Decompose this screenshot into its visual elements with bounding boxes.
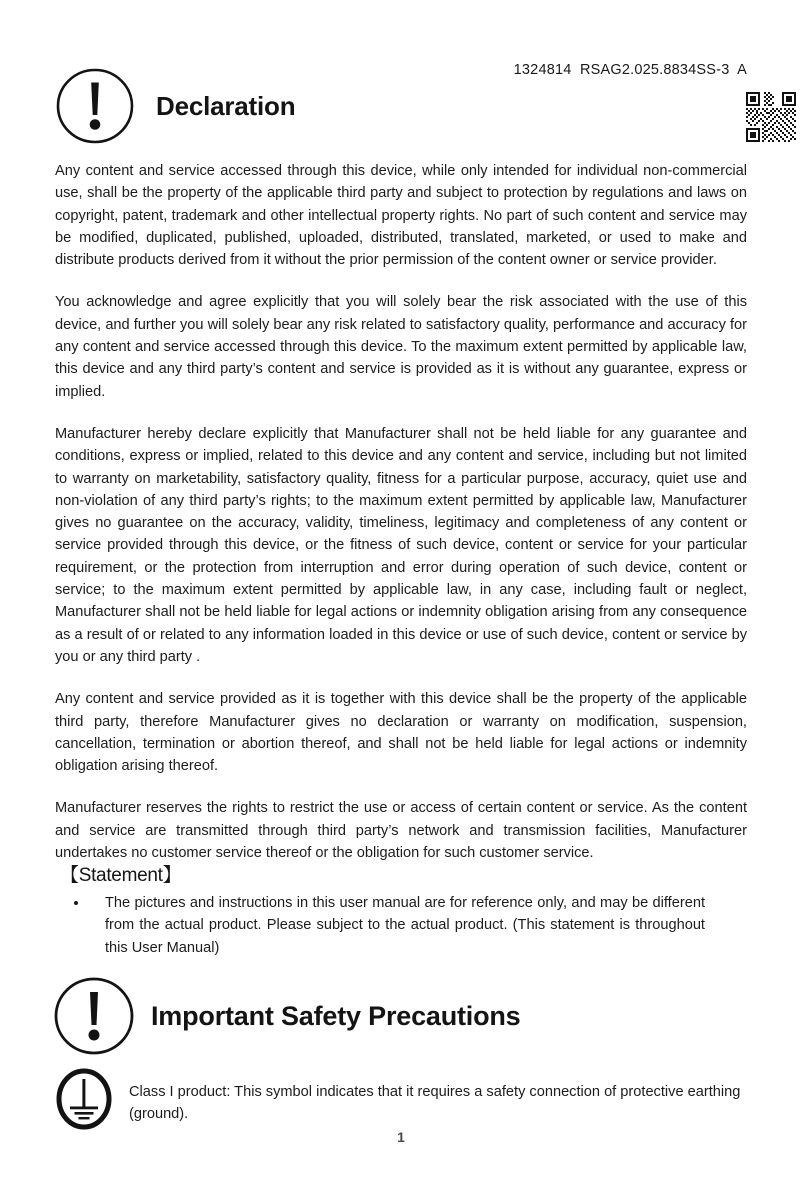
statement-title: 【Statement】 (60, 865, 182, 886)
paragraph: Manufacturer reserves the rights to restrict the use or access of certain content or service. As the content and service are transmitted through third party’s network and transmission facilities, Manufacturer undertakes no customer service thereof or the obligation for such customer service. (55, 800, 747, 862)
page-title: Declaration (156, 90, 296, 121)
qr-code (746, 92, 796, 142)
paragraph: Any content and service accessed through this device, while only intended for individual non-commercial use, shall be the property of the applicable third party and subject to protection by regulations and laws on copyright, patent, trademark and other intellectual property rights. No part of such content and service may be modified, duplicated, published, uploaded, distributed, translated, marketed, or used to make and distribute products derived from it without the prior permission of the content owner or service provider. (55, 163, 747, 269)
statement-block (60, 864, 750, 959)
statement-list (60, 892, 750, 959)
page-number: 1 (397, 1129, 405, 1145)
paragraph: Any content and service provided as it is together with this device shall be the property of the applicable third party, therefore Manufacturer gives no declaration or warranty on modification, suspension, cancellation, termination or abortion thereof, and shall not be held liable for legal actions or indemnity obligation arising thereof. (55, 691, 747, 775)
exclamation-circle-icon (53, 975, 135, 1057)
section-heading-safety (53, 975, 521, 1057)
list-item-label: The pictures and instructions in this user manual are for reference only, and may be different from the actual product. Please subject to the actual product. (This statement is throughout this User Manual) (105, 895, 705, 956)
paragraph: You acknowledge and agree explicitly that you will solely bear the risk associated with the use of this device, and further you will solely bear any risk related to satisfactory quality, performance and accuracy for any content and service accessed through this device. To the maximum extent permitted by applicable law, this device and any third party’s content and service is provided as it is without any guarantee, express or implied. (55, 294, 747, 400)
document-code: 1324814 RSAG2.025.8834SS-3 A (513, 62, 747, 78)
earthing-note (55, 1068, 747, 1130)
list-item (60, 892, 705, 959)
exclamation-circle-icon (55, 66, 135, 146)
page-footer (0, 1129, 802, 1147)
section-heading-declaration (55, 66, 295, 146)
page-title: Important Safety Precautions (151, 1000, 521, 1031)
declaration-body (55, 160, 747, 864)
protective-earth-ground-icon (55, 1068, 113, 1130)
earthing-text: Class I product: This symbol indicates that it requires a safety connection of protective earthing (ground). (129, 1084, 741, 1123)
paragraph: Manufacturer hereby declare explicitly that Manufacturer shall not be held liable for any guarantee and conditions, express or implied, related to this device and any content and service, including but not limited to warranty on marketability, satisfactory quality, fitness for a particular purpose, accuracy, quiet use and non-violation of any third party’s rights; to the maximum extent permitted by applicable law, Manufacturer gives no guarantee on the accuracy, validity, timeliness, legitimacy and completeness of any content or service provided through this device, or the fitness of such device, content or service for your particular requirement, or the protection from interruption and error during operation of such device, content or service; to the maximum extent permitted by applicable law, in any case, including fault or neglect, Manufacturer shall not be held liable for legal actions or indemnity obligation arising from any consequence as a result of or related to any information loaded in this device or use of such device, content or service by you or any third party . (55, 425, 747, 665)
bullet-icon (74, 901, 78, 905)
